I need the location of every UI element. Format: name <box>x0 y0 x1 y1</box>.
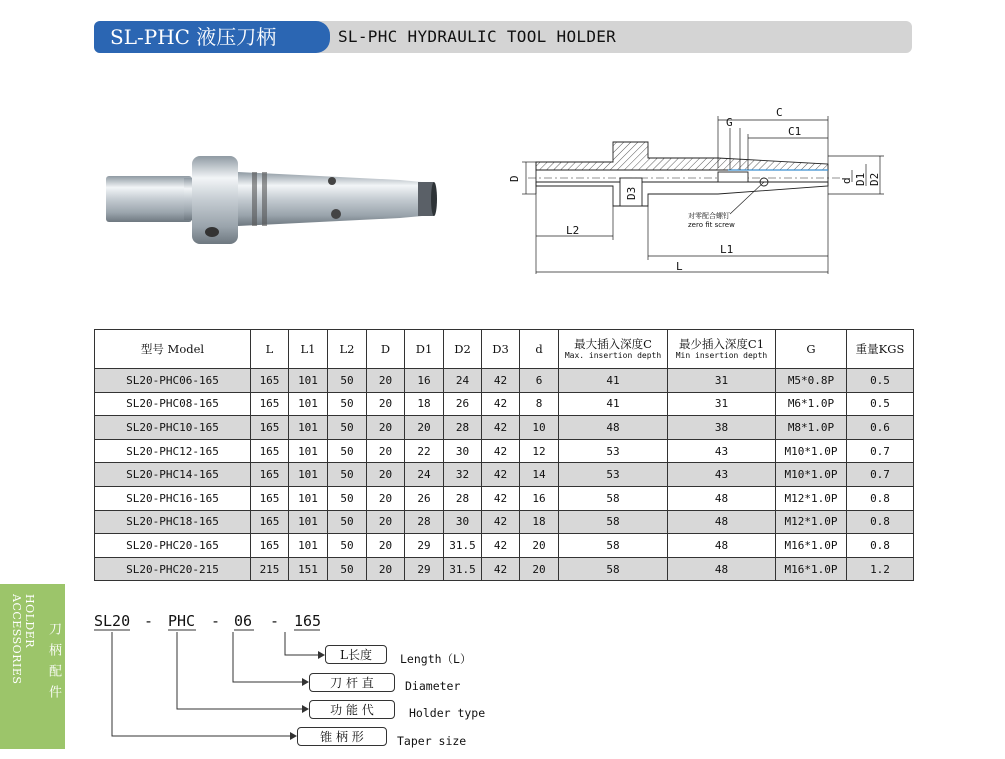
cell-d2: 31.5 <box>444 557 482 581</box>
dim-label-d2: D2 <box>868 172 881 186</box>
cell-d2: 30 <box>444 439 482 463</box>
cell-d: 8 <box>520 392 559 416</box>
cell-d1: 29 <box>405 557 444 581</box>
cell-d1: 16 <box>405 369 444 393</box>
cell-d: 20 <box>367 392 405 416</box>
cell-l2: 50 <box>328 463 367 487</box>
code-box-length: L长度 <box>325 645 387 664</box>
cell-d3: 42 <box>482 557 520 581</box>
cell-c: 41 <box>559 369 668 393</box>
cell-d1: 24 <box>405 463 444 487</box>
col-header-weight: 重量KGS <box>847 330 914 369</box>
cell-c: 53 <box>559 439 668 463</box>
cell-d: 20 <box>367 486 405 510</box>
cell-model: SL20-PHC20-165 <box>95 534 251 558</box>
cell-d: 20 <box>367 439 405 463</box>
cell-d: 16 <box>520 486 559 510</box>
dim-label-l: L <box>676 260 683 273</box>
cell-c: 48 <box>559 416 668 440</box>
col-header-c1-cn: 最少插入深度C1 <box>678 337 765 351</box>
cell-d3: 42 <box>482 486 520 510</box>
cell-c: 41 <box>559 392 668 416</box>
col-header-small-d: d <box>520 330 559 369</box>
cell-d2: 30 <box>444 510 482 534</box>
cell-d2: 28 <box>444 486 482 510</box>
cell-c1: 48 <box>668 510 776 534</box>
col-header-c-cn: 最大插入深度C <box>574 337 652 351</box>
screw-note-en: zero fit screw <box>688 221 735 229</box>
cell-l2: 50 <box>328 392 367 416</box>
code-desc-diameter: Diameter <box>405 679 461 693</box>
cell-model: SL20-PHC16-165 <box>95 486 251 510</box>
cell-c: 58 <box>559 534 668 558</box>
cell-model: SL20-PHC18-165 <box>95 510 251 534</box>
cell-c: 58 <box>559 510 668 534</box>
code-sep-2: - <box>211 612 221 630</box>
dim-label-d-outer: D <box>508 175 521 182</box>
cell-g: M5*0.8P <box>776 369 847 393</box>
cell-l: 215 <box>251 557 289 581</box>
dim-label-c: C <box>776 106 783 119</box>
cell-d: 20 <box>367 510 405 534</box>
col-header-d: D <box>367 330 405 369</box>
cell-l2: 50 <box>328 534 367 558</box>
cell-d: 20 <box>367 557 405 581</box>
cell-d2: 32 <box>444 463 482 487</box>
cell-g: M16*1.0P <box>776 557 847 581</box>
cell-c1: 48 <box>668 486 776 510</box>
cell-d3: 42 <box>482 369 520 393</box>
cell-l1: 101 <box>289 486 328 510</box>
col-header-c1 <box>668 330 776 369</box>
cell-d3: 42 <box>482 463 520 487</box>
code-part-taper: SL20 <box>94 612 131 630</box>
cell-c1: 38 <box>668 416 776 440</box>
code-box-taper: 锥 柄 形 <box>297 727 387 746</box>
side-tab-cn: 刀柄配件 <box>46 622 61 706</box>
code-box-diameter: 刀 杆 直 <box>309 673 395 692</box>
cell-d2: 24 <box>444 369 482 393</box>
cell-l2: 50 <box>328 510 367 534</box>
col-header-d1: D1 <box>405 330 444 369</box>
code-sep-3: - <box>270 612 280 630</box>
cell-l: 165 <box>251 534 289 558</box>
cell-kg: 0.6 <box>847 416 914 440</box>
cell-l1: 101 <box>289 416 328 440</box>
code-part-type: PHC <box>168 612 196 630</box>
dim-label-d: d <box>840 177 853 184</box>
cell-c1: 31 <box>668 392 776 416</box>
cell-l1: 101 <box>289 369 328 393</box>
cell-kg: 0.8 <box>847 510 914 534</box>
cell-l: 165 <box>251 369 289 393</box>
dim-label-l1: L1 <box>720 243 734 256</box>
code-part-diameter: 06 <box>234 612 253 630</box>
cell-kg: 0.8 <box>847 534 914 558</box>
table-row <box>95 463 914 487</box>
cell-model: SL20-PHC14-165 <box>95 463 251 487</box>
cell-d: 12 <box>520 439 559 463</box>
cell-d3: 42 <box>482 392 520 416</box>
col-header-g: G <box>776 330 847 369</box>
cell-c: 58 <box>559 486 668 510</box>
col-header-l1: L1 <box>289 330 328 369</box>
code-desc-taper: Taper size <box>397 734 467 748</box>
cell-c1: 43 <box>668 463 776 487</box>
dim-label-g: G <box>726 116 733 129</box>
cell-kg: 1.2 <box>847 557 914 581</box>
cell-d: 20 <box>367 534 405 558</box>
col-header-l: L <box>251 330 289 369</box>
table-header-row <box>95 330 914 369</box>
code-desc-length: Length（L） <box>400 652 472 666</box>
cell-g: M12*1.0P <box>776 510 847 534</box>
table-row <box>95 534 914 558</box>
cell-c: 53 <box>559 463 668 487</box>
code-box-type: 功 能 代 <box>309 700 395 719</box>
side-tab <box>0 584 65 749</box>
cell-d2: 26 <box>444 392 482 416</box>
col-header-c1-en: Min insertion depth <box>675 351 768 360</box>
cell-d3: 42 <box>482 510 520 534</box>
cell-model: SL20-PHC08-165 <box>95 392 251 416</box>
cell-l1: 101 <box>289 534 328 558</box>
cell-d: 20 <box>367 416 405 440</box>
cell-d3: 42 <box>482 416 520 440</box>
table-row <box>95 486 914 510</box>
cell-d: 20 <box>367 369 405 393</box>
cell-c1: 43 <box>668 439 776 463</box>
cell-g: M8*1.0P <box>776 416 847 440</box>
cell-kg: 0.7 <box>847 463 914 487</box>
cell-d: 10 <box>520 416 559 440</box>
cell-l2: 50 <box>328 557 367 581</box>
cell-d2: 31.5 <box>444 534 482 558</box>
header-title-en: SL-PHC HYDRAULIC TOOL HOLDER <box>338 27 617 46</box>
cell-model: SL20-PHC10-165 <box>95 416 251 440</box>
cell-d: 6 <box>520 369 559 393</box>
product-photo <box>100 150 440 250</box>
spec-table <box>94 329 914 581</box>
cell-l: 165 <box>251 416 289 440</box>
cell-l: 165 <box>251 486 289 510</box>
cell-d2: 28 <box>444 416 482 440</box>
cell-l2: 50 <box>328 369 367 393</box>
cell-d1: 28 <box>405 510 444 534</box>
table-row <box>95 369 914 393</box>
col-header-model: 型号 Model <box>95 330 251 369</box>
col-header-d3: D3 <box>482 330 520 369</box>
cell-d1: 18 <box>405 392 444 416</box>
table-row <box>95 510 914 534</box>
cell-d: 20 <box>520 534 559 558</box>
col-header-l2: L2 <box>328 330 367 369</box>
cell-d1: 20 <box>405 416 444 440</box>
cell-kg: 0.5 <box>847 369 914 393</box>
dim-label-d1: D1 <box>854 172 867 186</box>
cell-l2: 50 <box>328 416 367 440</box>
cell-g: M12*1.0P <box>776 486 847 510</box>
cell-model: SL20-PHC12-165 <box>95 439 251 463</box>
side-tab-en <box>8 594 36 744</box>
cell-kg: 0.5 <box>847 392 914 416</box>
col-header-c-en: Max. insertion depth <box>564 351 662 360</box>
cell-l2: 50 <box>328 439 367 463</box>
header-title-cn: SL-PHC 液压刀柄 <box>94 21 330 53</box>
cell-d: 14 <box>520 463 559 487</box>
cell-l: 165 <box>251 463 289 487</box>
dim-label-c1: C1 <box>788 125 802 138</box>
technical-drawing <box>508 102 900 282</box>
cell-l2: 50 <box>328 486 367 510</box>
cell-c1: 48 <box>668 557 776 581</box>
table-row <box>95 416 914 440</box>
cell-d1: 26 <box>405 486 444 510</box>
dim-label-l2: L2 <box>566 224 580 237</box>
col-header-d2: D2 <box>444 330 482 369</box>
cell-c1: 31 <box>668 369 776 393</box>
code-part-length: 165 <box>294 612 322 630</box>
code-desc-type: Holder type <box>409 706 486 720</box>
cell-g: M16*1.0P <box>776 534 847 558</box>
screw-note-cn: 对零配合螺钉 <box>688 212 730 220</box>
cell-g: M6*1.0P <box>776 392 847 416</box>
cell-model: SL20-PHC06-165 <box>95 369 251 393</box>
cell-l1: 101 <box>289 392 328 416</box>
code-sep-1: - <box>144 612 154 630</box>
cell-kg: 0.8 <box>847 486 914 510</box>
cell-d3: 42 <box>482 439 520 463</box>
cell-l1: 101 <box>289 510 328 534</box>
dim-label-d3: D3 <box>625 186 638 200</box>
side-tab-en-line1: HOLDER <box>23 594 36 649</box>
cell-c1: 48 <box>668 534 776 558</box>
cell-d1: 22 <box>405 439 444 463</box>
cell-l: 165 <box>251 510 289 534</box>
cell-d: 18 <box>520 510 559 534</box>
cell-c: 58 <box>559 557 668 581</box>
cell-l: 165 <box>251 439 289 463</box>
col-header-c <box>559 330 668 369</box>
cell-model: SL20-PHC20-215 <box>95 557 251 581</box>
cell-g: M10*1.0P <box>776 463 847 487</box>
table-row <box>95 557 914 581</box>
cell-l1: 151 <box>289 557 328 581</box>
cell-d3: 42 <box>482 534 520 558</box>
cell-d1: 29 <box>405 534 444 558</box>
side-tab-en-line2: ACCESSORIES <box>10 594 23 685</box>
cell-l1: 101 <box>289 463 328 487</box>
table-row <box>95 439 914 463</box>
cell-d: 20 <box>520 557 559 581</box>
cell-l1: 101 <box>289 439 328 463</box>
cell-l: 165 <box>251 392 289 416</box>
cell-g: M10*1.0P <box>776 439 847 463</box>
cell-d: 20 <box>367 463 405 487</box>
table-row <box>95 392 914 416</box>
cell-kg: 0.7 <box>847 439 914 463</box>
